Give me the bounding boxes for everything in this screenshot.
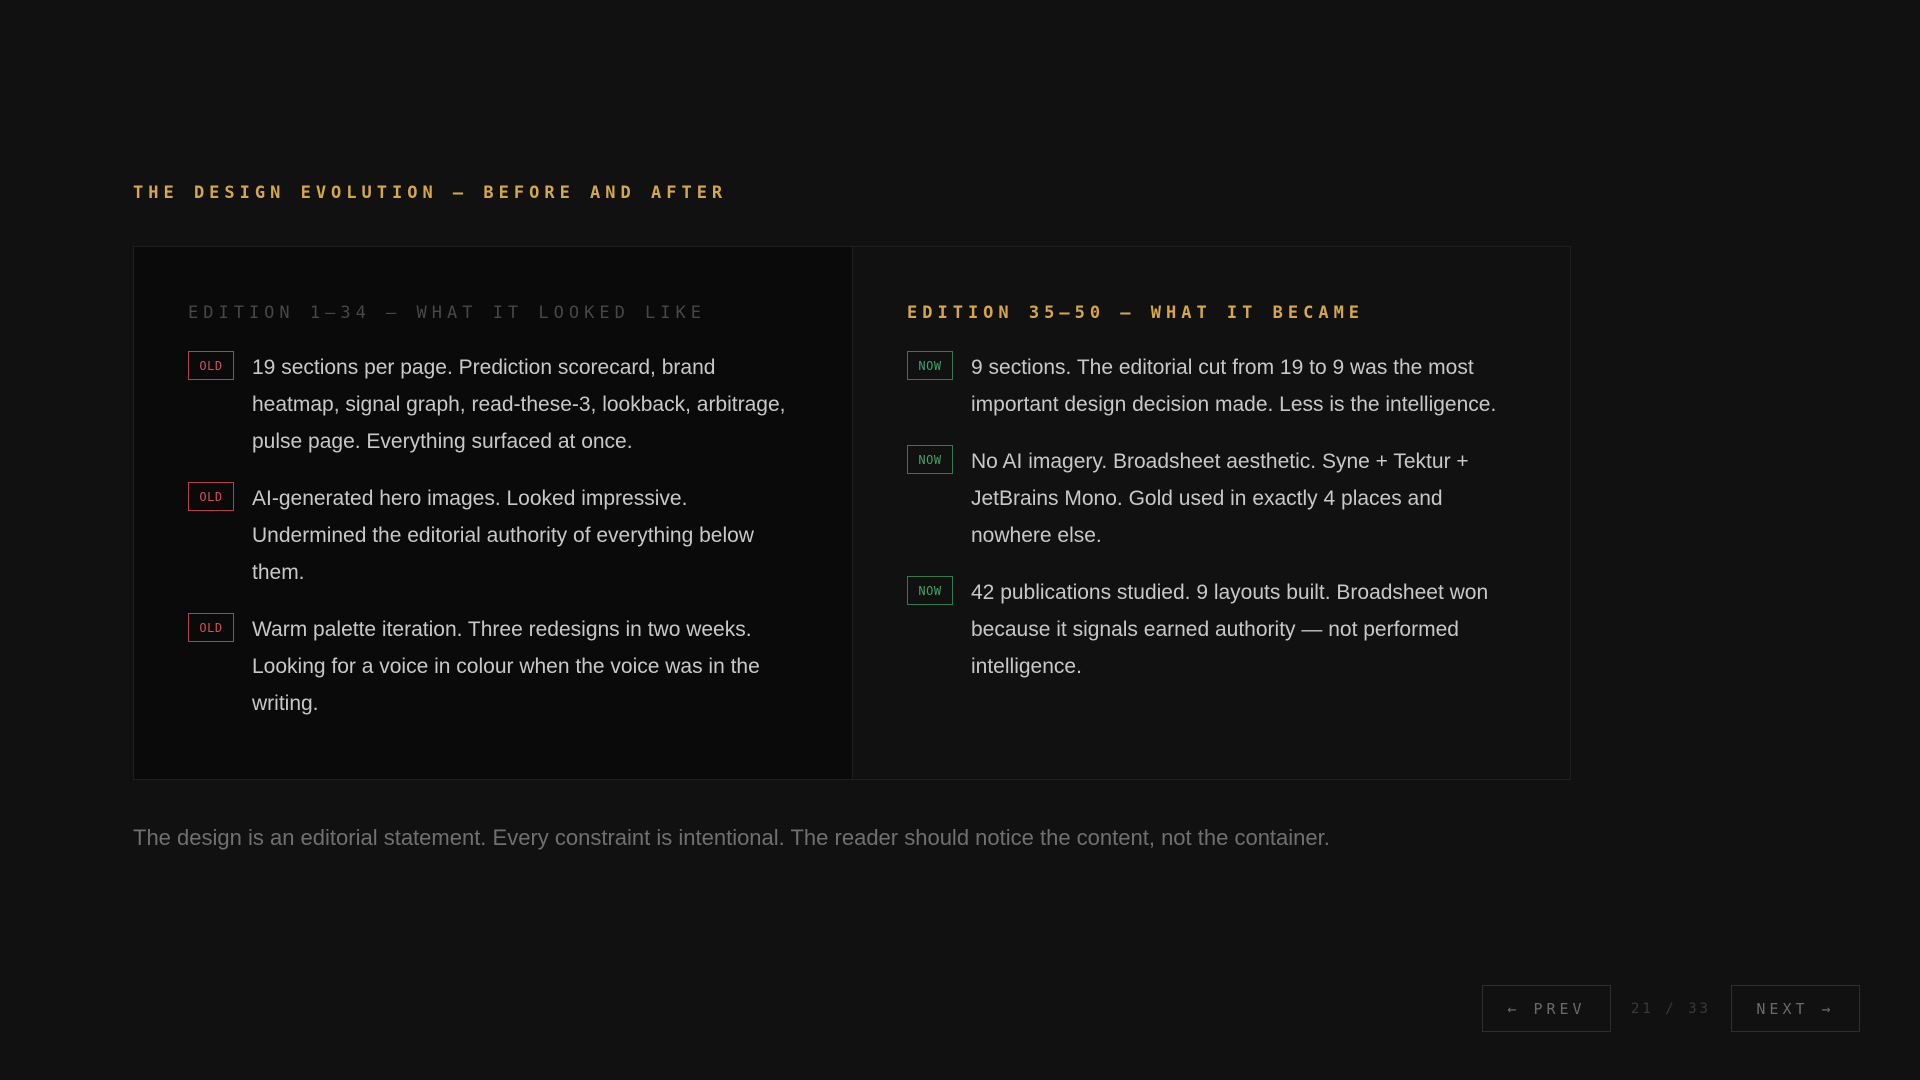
prev-button[interactable]: ← PREV xyxy=(1482,985,1611,1032)
before-item-text: Warm palette iteration. Three redesigns in two weeks. Looking for a voice in colour when the voice was in the writing. xyxy=(252,618,760,715)
before-heading: EDITION 1–34 — WHAT IT LOOKED LIKE xyxy=(188,303,706,323)
page-indicator: 21 / 33 xyxy=(1630,1000,1711,1017)
section-eyebrow: THE DESIGN EVOLUTION — BEFORE AND AFTER xyxy=(133,183,728,203)
after-item-text: 9 sections. The editorial cut from 19 to 9 was the most important design decision made. Less is the intelligence. xyxy=(971,356,1497,416)
now-tag: NOW xyxy=(907,576,953,605)
old-tag: OLD xyxy=(188,482,234,511)
after-item-text: 42 publications studied. 9 layouts built. Broadsheet won because it signals earned authority — not performed intelligence. xyxy=(971,581,1489,678)
after-heading: EDITION 35–50 — WHAT IT BECAME xyxy=(907,303,1365,323)
now-tag: NOW xyxy=(907,445,953,474)
next-button[interactable]: NEXT → xyxy=(1731,985,1860,1032)
before-item xyxy=(188,480,798,591)
after-item xyxy=(907,574,1516,685)
before-item-text: AI-generated hero images. Looked impressive. Undermined the editorial authority of everything below them. xyxy=(252,487,754,584)
before-item-text: 19 sections per page. Prediction scorecard, brand heatmap, signal graph, read-these-3, lookback, arbitrage, pulse page. Everything surfaced at once. xyxy=(252,356,786,453)
design-statement: The design is an editorial statement. Every constraint is intentional. The reader should notice the content, not the container. xyxy=(133,825,1330,850)
now-tag: NOW xyxy=(907,351,953,380)
after-panel xyxy=(853,247,1570,779)
after-item xyxy=(907,349,1516,423)
before-panel xyxy=(134,247,853,779)
after-item-text: No AI imagery. Broadsheet aesthetic. Syne + Tektur + JetBrains Mono. Gold used in exactly 4 places and nowhere else. xyxy=(971,450,1469,547)
before-item xyxy=(188,349,798,460)
after-item xyxy=(907,443,1516,554)
comparison-panels xyxy=(133,246,1571,780)
old-tag: OLD xyxy=(188,613,234,642)
before-item xyxy=(188,611,798,722)
old-tag: OLD xyxy=(188,351,234,380)
